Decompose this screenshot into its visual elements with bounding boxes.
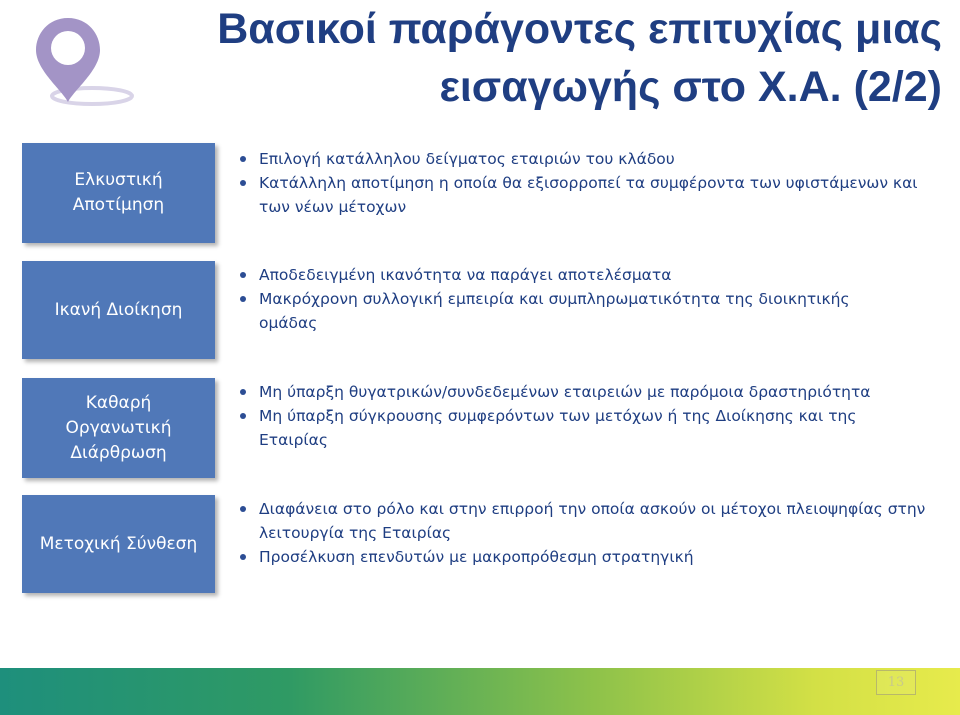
factor-bullet-list [240,263,940,335]
bullet-item: Μη ύπαρξη σύγκρουσης συμφερόντων των μετόχων ή της Διοίκησης και της Εταιρίας [240,404,909,452]
bullet-item: Διαφάνεια στο ρόλο και στην επιρροή την οποία ασκούν οι μέτοχοι πλειοψηφίας στην λειτουργία της Εταιρίας [240,497,949,545]
title-line-1: Βασικοί παράγοντες επιτυχίας μιας [217,5,942,53]
factor-label-box [22,261,215,359]
factor-label: Ικανή Διοίκηση [54,299,183,320]
factor-bullet-list [240,147,940,219]
footer-gradient-band [0,668,960,715]
map-pin-logo-icon [28,12,140,108]
slide-number: 13 [876,670,916,695]
bullet-item: Επιλογή κατάλληλου δείγματος εταιριών του κλάδου [240,147,940,171]
bullet-item: Μακρόχρονη συλλογική εμπειρία και συμπληρωματικότητα της διοικητικής ομάδας [240,287,879,335]
bullet-item: Αποδεδειγμένη ικανότητα να παράγει αποτελέσματα [240,263,940,287]
bullet-item: Προσέλκυση επενδυτών με μακροπρόθεσμη στρατηγική [240,545,940,569]
title-line-2: εισαγωγής στο Χ.Α. (2/2) [439,63,942,111]
factor-label-box [22,143,215,243]
factor-label-box [22,378,215,478]
factor-bullet-list [240,497,940,569]
bullet-item: Μη ύπαρξη θυγατρικών/συνδεδεμένων εταιρειών με παρόμοια δραστηριότητα [240,380,940,404]
page-title [160,0,942,116]
factor-label: Ελκυστική Αποτίμηση [72,170,165,215]
factor-label: Μετοχική Σύνθεση [39,533,198,554]
bullet-item: Κατάλληλη αποτίμηση η οποία θα εξισορροπεί τα συμφέροντα των υφιστάμενων και των νέων μέτοχων [240,171,919,219]
factor-bullet-list [240,380,940,452]
factor-label-box [22,495,215,593]
factor-label: Καθαρή Οργανωτική Διάρθρωση [65,392,172,463]
